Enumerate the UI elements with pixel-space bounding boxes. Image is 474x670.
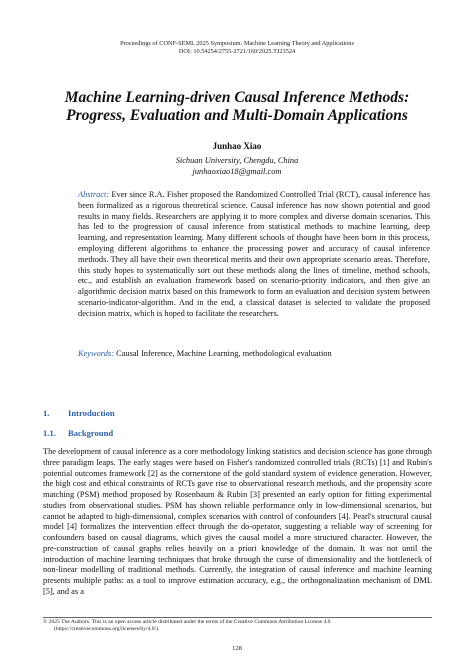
abstract bbox=[78, 190, 430, 320]
doi-line: DOI: 10.54254/2755-2721/160/2025.TJ23524 bbox=[178, 48, 296, 55]
subsection-number: 1.1. bbox=[43, 428, 56, 438]
page-number: 128 bbox=[232, 645, 242, 652]
proceedings-line: Proceedings of CONF-SEML 2025 Symposium: Machine Learning Theory and Applications bbox=[120, 40, 354, 47]
running-header bbox=[0, 40, 474, 56]
footer-divider bbox=[43, 617, 432, 618]
keywords-label: Keywords: bbox=[78, 349, 114, 358]
title-line-2: Progress, Evaluation and Multi-Domain Applications bbox=[66, 106, 408, 124]
section-heading-introduction bbox=[43, 408, 115, 419]
paper-title bbox=[50, 89, 424, 124]
title-line-1: Machine Learning-driven Causal Inference Methods: bbox=[64, 89, 410, 106]
license-notice bbox=[43, 619, 432, 633]
subsection-heading-background bbox=[43, 428, 113, 439]
keywords bbox=[78, 349, 430, 360]
license-link[interactable]: (https://creativecommons.org/licenses/by/4.0/). bbox=[54, 626, 160, 632]
section-number: 1. bbox=[43, 408, 50, 418]
section-title: Introduction bbox=[68, 408, 115, 418]
background-paragraph: The development of causal inference as a core methodology linking statistics and decision science has gone through three paradigm leaps. The early stages were based on Fisher's randomized controlled trials (RCTs) [1] and Rubin's potential outcomes framework [2] as the cornerstone of the gold standard system of evidence generation. However, the high cost and ethical constraints of RCTs gave rise to observational research methods, and the propensity score matching (PSM) method proposed by Rosenbaum & Rubin [3] presented an early option for fitting experimental studies from observational studies. PSM has shown reliable performance only in low-dimensional scenarios, but cannot be adapted to high-dimensional, complex scenarios with control of confounders [4]. Pearl's structural causal model [4] formalizes the intervention effect through the do-operator, suggesting a reliable way of screening for confounders based on causal diagrams, which gives the causal model a more structured character. However, the pre-construction of causal graphs relies heavily on a priori knowledge of the domain. It was not until the introduction of machine learning techniques that broke through the curse of dimensionality and the bottleneck of non-linear modelling of traditional methods. Currently, the integration of causal inference and machine learning presents multiple paths: as a tool to improve estimation accuracy, e.g., the orthogonalization mechanism of DML [5], and as a bbox=[43, 447, 432, 596]
abstract-text: Ever since R.A. Fisher proposed the Randomized Controlled Trial (RCT), causal inference has been formalized as a rigorous theoretical science. Causal inference has now shown potential and good results in many fields. Researchers are applying it to more complex and diverse domain scenarios. This has led to the progression of causal inference from statistical methods to machine learning, deep learning, and representation learning. Many different schools of thought have been born in this process, employing different algorithms to enhance the processing power and accuracy of causal inference methods. They all have their own theoretical merits and their own appropriate scenario areas. Therefore, this study hopes to systematically sort out these methods along the lines of timeline, method schools, etc., and establish an evaluation framework based on scenario-priority indicators, and then give an algorithmic decision matrix based on this framework to form an evaluation and decision system between scenario-indicator-algorithm. And in the end, a classical dataset is selected to validate the proposed decision matrix, which is hoped to facilitate the researchers. bbox=[78, 190, 431, 318]
keywords-text: Causal Inference, Machine Learning, methodological evaluation bbox=[116, 349, 332, 358]
author-affiliation: Sichuan University, Chengdu, China bbox=[175, 156, 299, 165]
license-text: © 2025 The Authors. This is an open access article distributed under the terms of the Creative Commons Attribution License 4.0 bbox=[43, 619, 331, 625]
abstract-label: Abstract: bbox=[78, 190, 110, 199]
author-name: Junhao Xiao bbox=[212, 141, 262, 151]
author-affiliation-block bbox=[0, 156, 474, 177]
subsection-title: Background bbox=[68, 428, 114, 438]
author-email[interactable]: junhaoxiao18@gmail.com bbox=[192, 166, 282, 176]
